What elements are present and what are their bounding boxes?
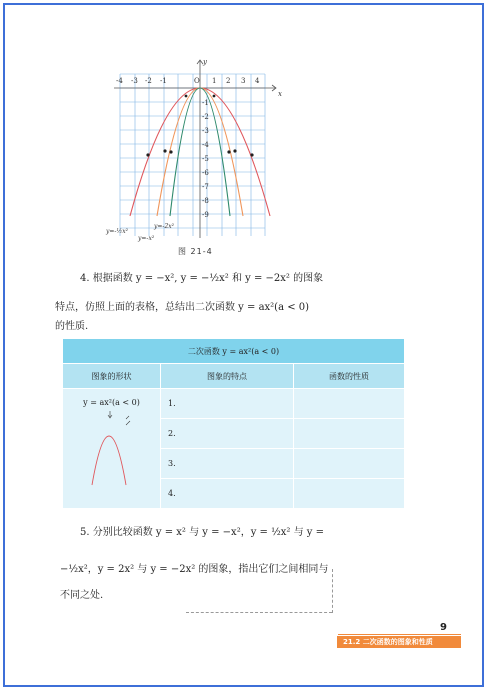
page-number: 9 [440, 622, 447, 633]
curve-label-2x2: y=-2x² [154, 223, 175, 230]
x-tick: 3 [241, 77, 246, 85]
table-header-shape: 图象的形状 [63, 364, 161, 389]
feature-row [161, 389, 294, 419]
footer-rule [338, 634, 461, 635]
y-tick: -4 [202, 141, 209, 149]
y-tick: -7 [202, 183, 209, 191]
x-tick: -1 [160, 77, 167, 85]
table-header-feature: 图象的特点 [161, 364, 294, 389]
row-number: 3. [168, 459, 176, 469]
y-tick: -3 [202, 127, 209, 135]
answer-box-border [186, 612, 332, 613]
property-row [294, 449, 405, 479]
y-tick: -9 [202, 211, 209, 219]
feature-row [161, 449, 294, 479]
parabola-graph [104, 52, 292, 242]
property-table [62, 338, 405, 509]
property-row [294, 479, 405, 509]
section-footer: 21.2 二次函数的图象和性质 [337, 636, 461, 648]
axes [114, 60, 276, 238]
question-5-line3: 不同之处. [60, 590, 104, 601]
y-tick: -2 [202, 113, 209, 121]
table-title: 二次函数 y = ax²(a < 0) [63, 339, 405, 364]
answer-box-border [332, 569, 333, 613]
tick-labels [116, 58, 282, 219]
shape-label: y = ax²(a < 0) [83, 398, 140, 407]
parabola-figure [104, 52, 292, 242]
grid [120, 74, 265, 236]
y-tick: -6 [202, 169, 209, 177]
x-tick: -2 [145, 77, 152, 85]
feature-row [161, 419, 294, 449]
origin-label: O [194, 77, 200, 85]
row-number: 2. [168, 429, 176, 439]
shape-cell [63, 389, 161, 509]
curve-label-x2: y=-x² [138, 235, 155, 242]
question-4-line2: 特点，仿照上面的表格，总结出二次函数 y = ax²(a < 0) [55, 302, 310, 313]
question-4-line1: 4. 根据函数 y = −x², y = −½x² 和 y = −2x² 的图象 [80, 273, 324, 284]
question-5-line2: −½x²，y = 2x² 与 y = −2x² 的图象，指出它们之间相同与 [60, 564, 329, 575]
question-4-line3: 的性质. [55, 321, 89, 332]
figure-caption: 图 21-4 [178, 247, 213, 256]
y-tick: -1 [202, 99, 209, 107]
y-tick: -8 [202, 197, 209, 205]
feature-row [161, 479, 294, 509]
row-number: 4. [168, 489, 176, 499]
x-tick: -3 [131, 77, 138, 85]
x-tick: 1 [212, 77, 217, 85]
x-tick: 2 [226, 77, 231, 85]
curve-label-half: y=-½x² [106, 228, 129, 235]
shape-sketch [64, 407, 159, 487]
property-row [294, 389, 405, 419]
x-axis-label: x [278, 90, 282, 98]
x-tick: 4 [255, 77, 260, 85]
x-tick: -4 [116, 77, 123, 85]
y-tick: -5 [202, 155, 209, 163]
table-header-property: 函数的性质 [294, 364, 405, 389]
row-number: 1. [168, 399, 176, 409]
question-5-line1: 5. 分别比较函数 y = x² 与 y = −x²，y = ½x² 与 y = [80, 527, 324, 538]
y-axis-label: y [203, 58, 207, 66]
property-row [294, 419, 405, 449]
